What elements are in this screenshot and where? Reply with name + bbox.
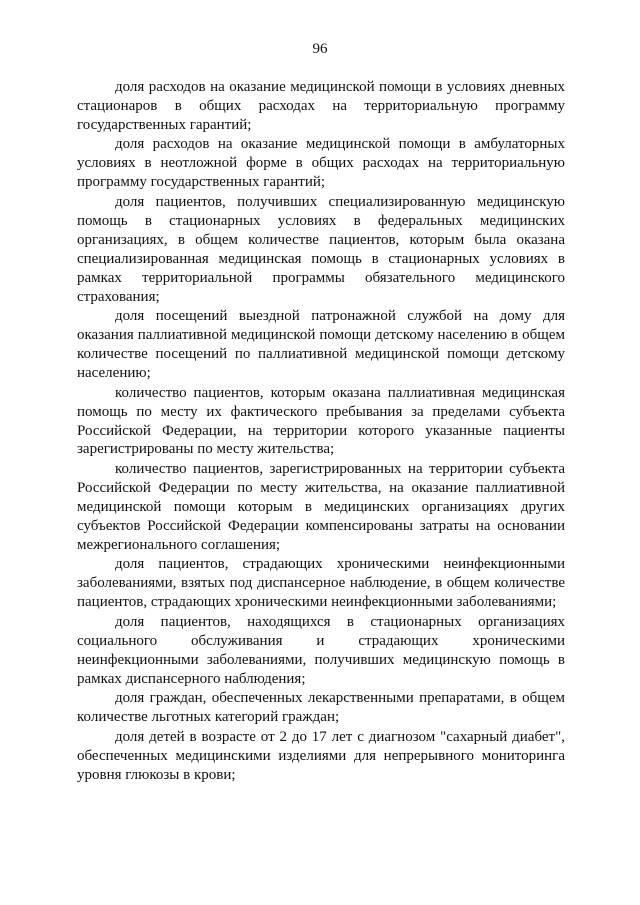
- paragraph-urgent-outpatient-expenses: доля расходов на оказание медицинской помощи в амбулаторных условиях в неотложной форме в общих расходах на территориальную программу государственных гарантий;: [77, 136, 565, 191]
- paragraph-diabetes-glucose-monitoring: доля детей в возрасте от 2 до 17 лет с диагнозом "сахарный диабет", обеспеченных медицинскими изделиями для непрерывного мониторинга уровня глюкозы в крови;: [77, 728, 565, 783]
- page-number: 96: [312, 41, 328, 57]
- paragraph-preferential-drug-supply: доля граждан, обеспеченных лекарственными препаратами, в общем количестве льготных категорий граждан;: [77, 690, 565, 726]
- paragraph-federal-specialized-care: доля пациентов, получивших специализированную медицинскую помощь в стационарных условиях в федеральных медицинских организациях, в общем количестве пациентов, которым была оказана специализированная медицинская помощь в стационарных условиях в рамках территориальной программы обязательного медицинского страхования;: [77, 193, 565, 305]
- paragraph-palliative-interregional-compensation: количество пациентов, зарегистрированных на территории субъекта Российской Федерации по месту жительства, на оказание паллиативной медицинской помощи которым в медицинских организациях других субъектов Российской Федерации компенсированы затраты на основании межрегионального соглашения;: [77, 461, 565, 553]
- paragraph-chronic-disease-monitoring: доля пациентов, страдающих хроническими неинфекционными заболеваниями, взятых под диспансерное наблюдение, в общем количестве пациентов, страдающих хроническими неинфекционными заболеваниями;: [77, 556, 565, 611]
- document-body: [77, 78, 565, 785]
- paragraph-social-care-monitoring: доля пациентов, находящихся в стационарных организациях социального обслуживания и страдающих хроническими неинфекционными заболеваниями, получивших медицинскую помощь в рамках диспансерного наблюдения;: [77, 613, 565, 687]
- paragraph-pediatric-palliative-visits: доля посещений выездной патронажной службой на дому для оказания паллиативной медицинской помощи детскому населению в общем количестве посещений по паллиативной медицинской помощи детскому населению;: [77, 308, 565, 382]
- paragraph-palliative-outside-region: количество пациентов, которым оказана паллиативная медицинская помощь по месту их фактического пребывания за пределами субъекта Российской Федерации, на территории которого указанные пациенты зарегистрированы по месту жительства;: [77, 384, 565, 458]
- paragraph-day-hospital-expenses: доля расходов на оказание медицинской помощи в условиях дневных стационаров в общих расходах на территориальную программу государственных гарантий;: [77, 79, 565, 133]
